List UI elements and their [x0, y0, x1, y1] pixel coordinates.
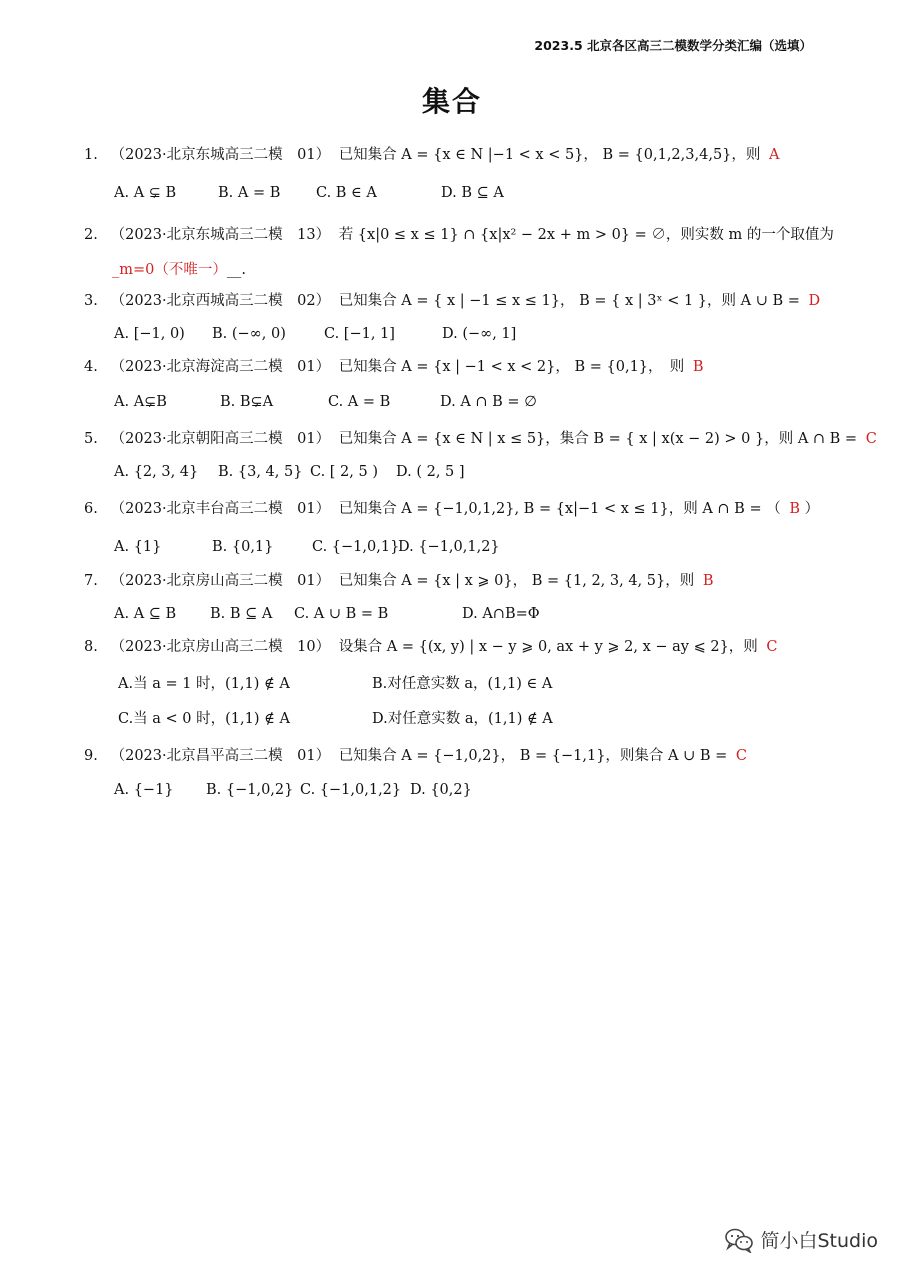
option-b: B. {−1,0,2}	[206, 782, 294, 798]
option-b: B. A = B	[218, 185, 281, 201]
option-b: B. {0,1}	[212, 539, 274, 555]
option-b: B. B⊊A	[220, 394, 274, 410]
question-source: （2023·北京房山高三二模 10）	[110, 639, 331, 655]
question-source: （2023·北京朝阳高三二模 01）	[110, 431, 331, 447]
question-4	[84, 357, 704, 377]
question-6	[84, 499, 819, 519]
option-c: C. {−1,0,1}	[312, 539, 400, 555]
answer: C	[735, 748, 748, 764]
question-source: （2023·北京丰台高三二模 01）	[110, 501, 331, 517]
question-stem: 已知集合 A = {x ∈ N | x ≤ 5}，集合 B = { x | x(x − 2) > 0 }，则 A ∩ B =	[338, 431, 858, 447]
question-number: 3.	[84, 293, 98, 309]
page-header: 2023.5 北京各区高三二模数学分类汇编（选填）	[534, 38, 812, 53]
question-source: （2023·北京房山高三二模 01）	[110, 573, 331, 589]
answer: B	[789, 501, 800, 517]
question-number: 2.	[84, 227, 98, 243]
option-a: A. A⊊B	[114, 394, 167, 410]
question-2	[84, 225, 834, 245]
question-stem: 已知集合 A = {−1,0,2}， B = {−1,1}，则集合 A ∪ B =	[338, 748, 728, 764]
answer-fill	[112, 260, 246, 280]
answer: C	[766, 639, 778, 655]
option-a: A. {2, 3, 4}	[114, 464, 199, 480]
option-d: D. A ∩ B = ∅	[440, 394, 537, 410]
option-d: D. {−1,0,1,2}	[398, 539, 500, 555]
question-stem: 已知集合 A = {x | −1 < x < 2}， B = {0,1}， 则	[338, 359, 685, 375]
option-b: B. {3, 4, 5}	[218, 464, 303, 480]
option-d: D. (−∞, 1]	[442, 326, 517, 342]
question-number: 8.	[84, 639, 98, 655]
option-c: C. A ∪ B = B	[294, 606, 389, 622]
option-a: A. A ⊆ B	[114, 606, 177, 622]
option-d: D. ( 2, 5 ]	[396, 464, 465, 480]
page-title: 集合	[421, 85, 482, 118]
option-d: D. A∩B=Φ	[462, 606, 540, 622]
question-number: 5.	[84, 431, 98, 447]
option-c: C. B ∈ A	[316, 185, 377, 201]
question-stem: 已知集合 A = { x | −1 ≤ x ≤ 1}， B = { x | 3ˣ < 1 }，则 A ∪ B =	[338, 293, 800, 309]
option-b: B.对任意实数 a，(1,1) ∈ A	[372, 676, 553, 692]
question-stem: 已知集合 A = {−1,0,1,2}, B = {x|−1 < x ≤ 1}，则 A ∩ B = （	[338, 501, 781, 517]
option-d: D. {0,2}	[410, 782, 472, 798]
option-c: C. {−1,0,1,2}	[300, 782, 402, 798]
answer: D	[808, 293, 821, 309]
option-a: A. {1}	[114, 539, 162, 555]
answer: B	[692, 359, 704, 375]
question-stem: 设集合 A = {(x, y) | x − y ⩾ 0, ax + y ⩾ 2, x − ay ⩽ 2}，则	[338, 639, 758, 655]
question-number: 6.	[84, 501, 98, 517]
question-stem: 已知集合 A = {x ∈ N |−1 < x < 5}， B = {0,1,2,3,4,5}，则	[338, 147, 761, 163]
option-a: A. {−1}	[114, 782, 174, 798]
question-source: （2023·北京西城高三二模 02）	[110, 293, 331, 309]
question-number: 7.	[84, 573, 98, 589]
question-7	[84, 571, 714, 591]
question-number: 4.	[84, 359, 98, 375]
question-source: （2023·北京海淀高三二模 01）	[110, 359, 331, 375]
question-source: （2023·北京昌平高三二模 01）	[110, 748, 331, 764]
question-1	[84, 145, 779, 165]
question-number: 9.	[84, 748, 98, 764]
option-c: C. [ 2, 5 )	[310, 464, 378, 480]
answer: A	[769, 147, 780, 163]
watermark	[724, 1226, 878, 1253]
question-9	[84, 746, 747, 766]
question-8	[84, 637, 778, 657]
option-a: A. [−1, 0)	[114, 326, 185, 342]
question-source: （2023·北京东城高三二模 13）	[110, 227, 331, 243]
option-c: C.当 a < 0 时，(1,1) ∉ A	[118, 711, 290, 727]
option-b: B. (−∞, 0)	[212, 326, 286, 342]
answer: B	[702, 573, 714, 589]
question-source: （2023·北京东城高三二模 01）	[110, 147, 331, 163]
answer: C	[865, 431, 877, 447]
question-number: 1.	[84, 147, 98, 163]
option-b: B. B ⊆ A	[210, 606, 273, 622]
option-a: A. A ⊊ B	[114, 185, 177, 201]
watermark-text: 简小白Studio	[760, 1230, 878, 1252]
question-3	[84, 291, 820, 311]
answer: _m=0（不唯一）	[112, 262, 227, 278]
answer-blank: __.	[226, 262, 246, 278]
option-d: D. B ⊆ A	[441, 185, 504, 201]
option-d: D.对任意实数 a，(1,1) ∉ A	[372, 711, 553, 727]
question-stem: 已知集合 A = {x | x ⩾ 0}， B = {1, 2, 3, 4, 5}，则	[338, 573, 695, 589]
question-stem: 若 {x|0 ≤ x ≤ 1} ∩ {x|x² − 2x + m > 0} = ∅，则实数 m 的一个取值为	[338, 227, 834, 243]
option-c: C. [−1, 1]	[324, 326, 395, 342]
option-c: C. A = B	[328, 394, 391, 410]
close-paren: ）	[804, 501, 820, 517]
option-a: A.当 a = 1 时，(1,1) ∉ A	[118, 676, 290, 692]
wechat-icon	[724, 1227, 754, 1253]
question-5	[84, 429, 877, 449]
